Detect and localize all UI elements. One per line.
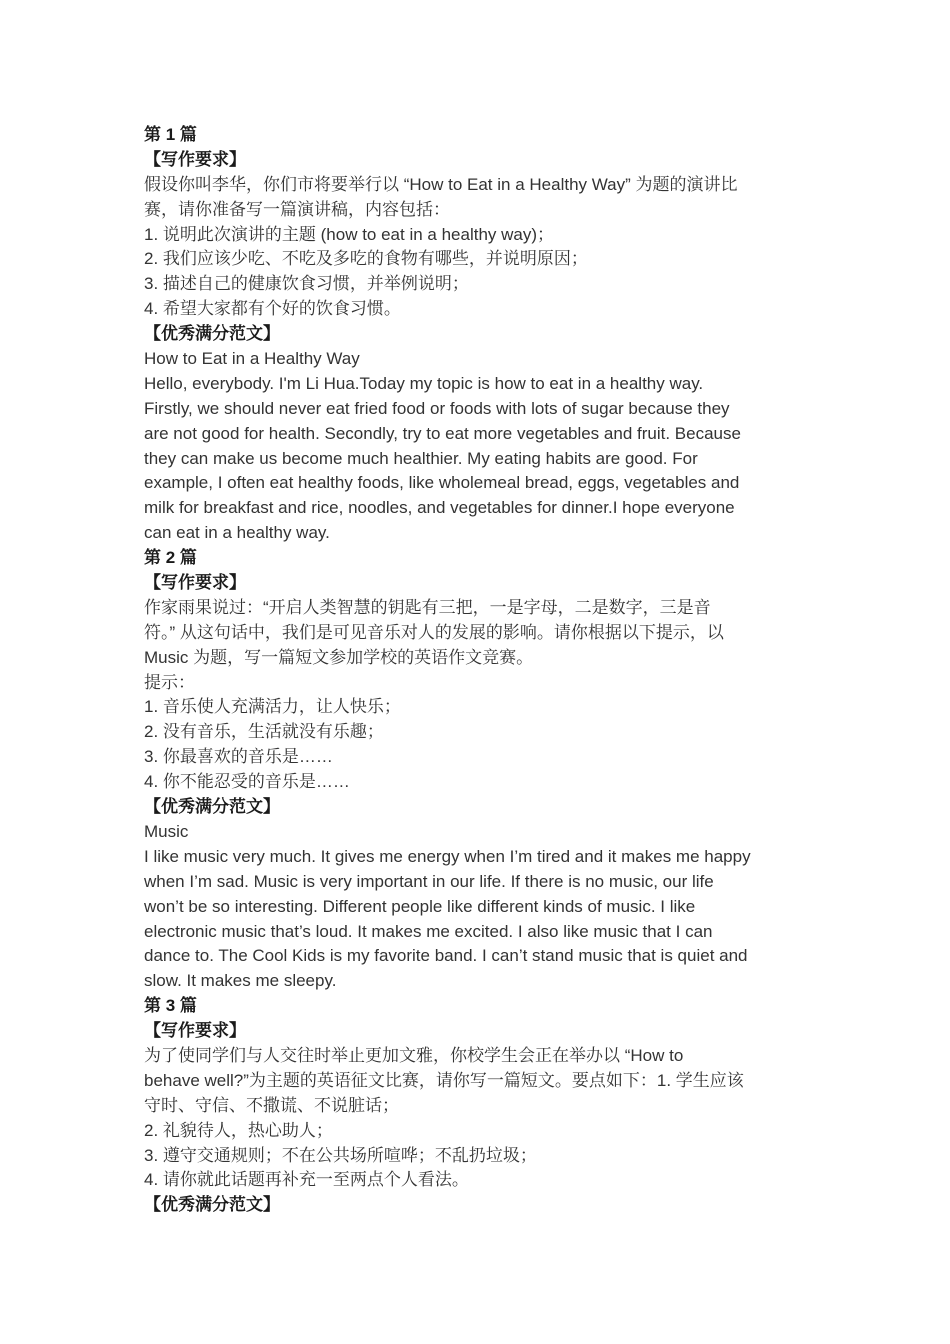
- requirements-line: 2. 我们应该少吃、不吃及多吃的食物有哪些，并说明原因；: [144, 249, 588, 269]
- requirements-label: 【写作要求】: [144, 573, 246, 593]
- requirements-line: 3. 描述自己的健康饮食习惯，并举例说明；: [144, 274, 469, 294]
- requirements-line: 3. 你最喜欢的音乐是……: [144, 747, 333, 767]
- document-body: [144, 123, 814, 1218]
- requirements-line: 1. 说明此次演讲的主题 (how to eat in a healthy way)；: [144, 224, 555, 244]
- requirements-line: 3. 遵守交通规则；不在公共场所喧哗；不乱扔垃圾；: [144, 1145, 537, 1165]
- section-title: 第 2 篇: [144, 548, 197, 568]
- requirements-line: 提示：: [144, 672, 195, 692]
- requirements-line: 符。” 从这句话中，我们是可见音乐对人的发展的影响。请你根据以下提示，以: [144, 622, 724, 642]
- requirements-line: 2. 没有音乐，生活就没有乐趣；: [144, 722, 384, 742]
- section-2: [144, 546, 814, 994]
- model-essay-title: How to Eat in a Healthy Way: [144, 349, 360, 369]
- model-essay-line: Hello, everybody. I'm Li Hua.Today my topic is how to eat in a healthy way.: [144, 373, 704, 393]
- requirements-line: 4. 你不能忍受的音乐是……: [144, 772, 350, 792]
- requirements-line: behave well?”为主题的英语征文比赛，请你写一篇短文。要点如下：1. 学生应该: [144, 1070, 744, 1090]
- section-title: 第 1 篇: [144, 125, 197, 144]
- model-essay-label: 【优秀满分范文】: [144, 324, 280, 344]
- requirements-line: Music 为题，写一篇短文参加学校的英语作文竞赛。: [144, 647, 534, 667]
- model-essay-label: 【优秀满分范文】: [144, 797, 280, 817]
- model-essay-label: 【优秀满分范文】: [144, 1195, 280, 1215]
- section-title: 第 3 篇: [144, 996, 197, 1016]
- requirements-line: 赛，请你准备写一篇演讲稿，内容包括：: [144, 199, 450, 219]
- model-essay-line: can eat in a healthy way.: [144, 523, 330, 543]
- model-essay-line: they can make us become much healthier. My eating habits are good. For: [144, 448, 698, 468]
- model-essay-line: electronic music that’s loud. It makes me excited. I also like music that I can: [144, 921, 713, 941]
- model-essay-line: dance to. The Cool Kids is my favorite band. I can’t stand music that is quiet and: [144, 946, 748, 966]
- requirements-line: 4. 希望大家都有个好的饮食习惯。: [144, 299, 401, 319]
- model-essay-line: won’t be so interesting. Different people like different kinds of music. I like: [144, 896, 696, 916]
- model-essay-line: Firstly, we should never eat fried food or foods with lots of sugar because they: [144, 398, 730, 418]
- requirements-line: 1. 音乐使人充满活力，让人快乐；: [144, 697, 401, 717]
- model-essay-line: slow. It makes me sleepy.: [144, 971, 337, 991]
- model-essay-line: are not good for health. Secondly, try to eat more vegetables and fruit. Because: [144, 423, 741, 443]
- requirements-line: 守时、守信、不撒谎、不说脏话；: [144, 1095, 399, 1115]
- model-essay-line: I like music very much. It gives me energy when I’m tired and it makes me happy: [144, 846, 751, 866]
- model-essay-line: example, I often eat healthy foods, like wholemeal bread, eggs, vegetables and: [144, 473, 740, 493]
- model-essay-line: milk for breakfast and rice, noodles, and vegetables for dinner.I hope everyone: [144, 498, 735, 518]
- requirements-label: 【写作要求】: [144, 1021, 246, 1041]
- requirements-line: 作家雨果说过：“开启人类智慧的钥匙有三把，一是字母，二是数字，三是音: [144, 597, 711, 617]
- model-essay-title: Music: [144, 821, 189, 841]
- requirements-label: 【写作要求】: [144, 149, 246, 169]
- requirements-line: 4. 请你就此话题再补充一至两点个人看法。: [144, 1170, 469, 1190]
- model-essay-line: when I’m sad. Music is very important in our life. If there is no music, our life: [144, 871, 714, 891]
- requirements-line: 为了使同学们与人交往时举止更加文雅，你校学生会正在举办以 “How to: [144, 1045, 684, 1065]
- section-3: [144, 994, 814, 1218]
- requirements-line: 2. 礼貌待人，热心助人；: [144, 1120, 333, 1140]
- section-1: [144, 123, 814, 546]
- requirements-line: 假设你叫李华，你们市将要举行以 “How to Eat in a Healthy Way” 为题的演讲比: [144, 174, 738, 194]
